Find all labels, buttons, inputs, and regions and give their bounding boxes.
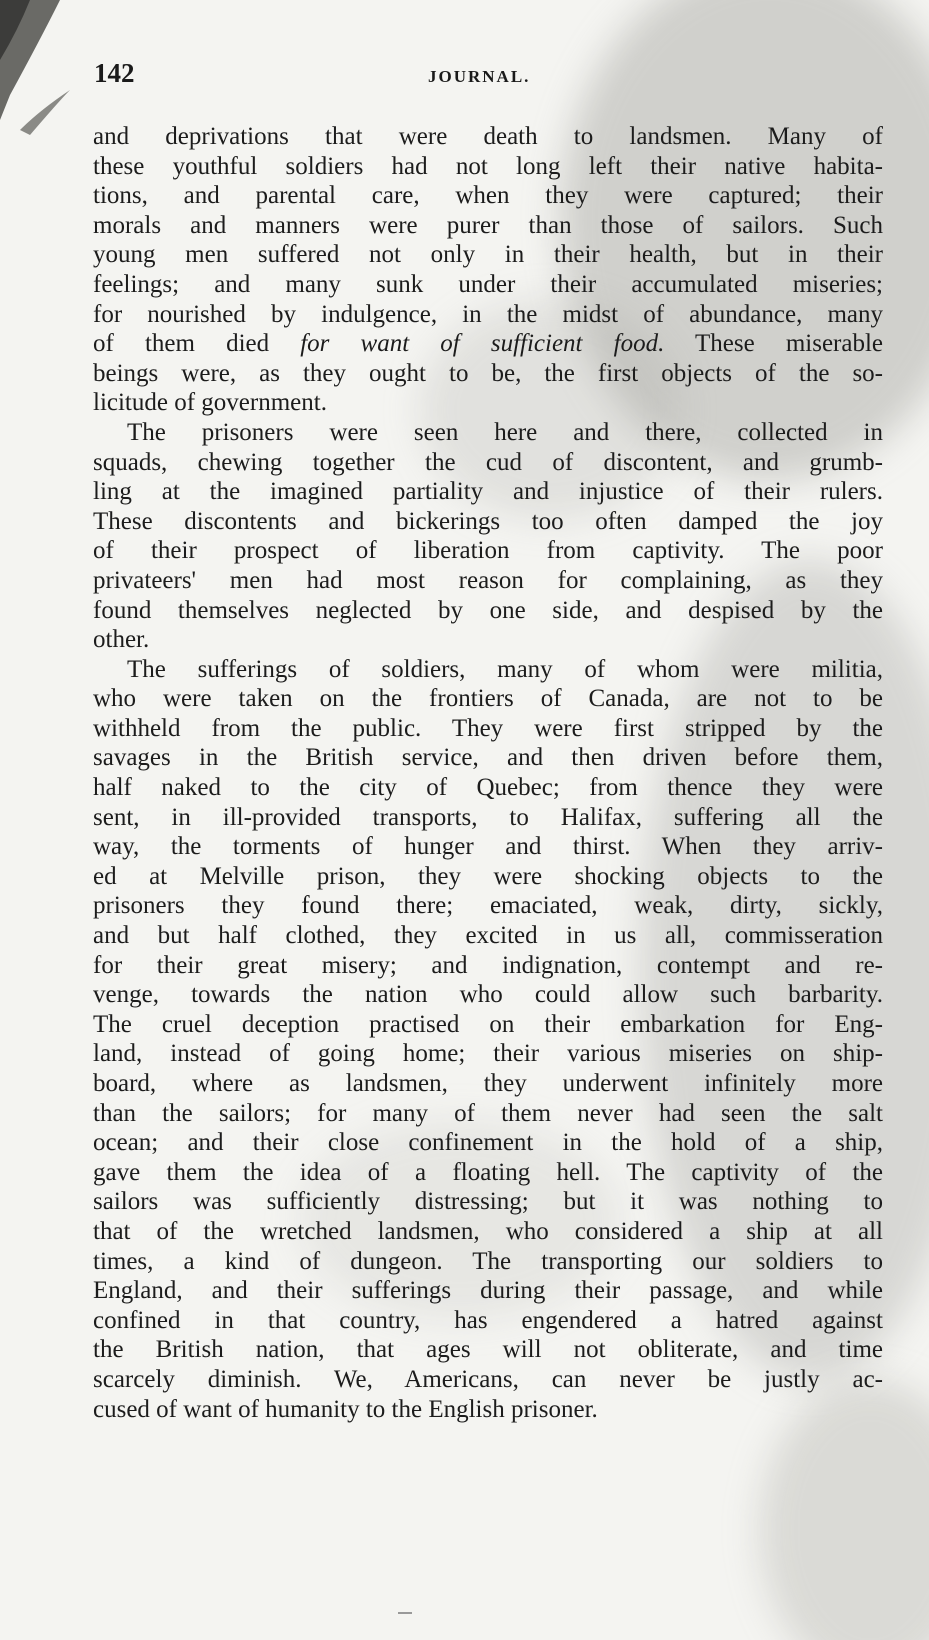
text-line: scarcely diminish. We, Americans, can never be justly ac- <box>93 1365 883 1393</box>
text-line: withheld from the public. They were first stripped by the <box>93 714 883 742</box>
text-line: licitude of government. <box>93 389 327 417</box>
text-line: for their great misery; and indignation, contempt and re- <box>93 951 883 979</box>
page-number: 142 <box>94 58 135 88</box>
text-line: cused of want of humanity to the English prisoner. <box>93 1395 598 1423</box>
text-line: who were taken on the frontiers of Canada, are not to be <box>93 685 883 713</box>
text-line: confined in that country, has engendered a hatred against <box>93 1306 883 1334</box>
text-line: privateers' men had most reason for complaining, as they <box>93 566 883 594</box>
text-line: these youthful soldiers had not long left their native habita- <box>93 152 883 180</box>
text-line: that of the wretched landsmen, who considered a ship at all <box>93 1217 883 1245</box>
text-line: The sufferings of soldiers, many of whom were militia, <box>127 655 883 683</box>
text-line: morals and manners were purer than those of sailors. Such <box>93 211 883 239</box>
text-line: sent, in ill-provided transports, to Halifax, suffering all the <box>93 803 883 831</box>
text-line: found themselves neglected by one side, and despised by the <box>93 596 883 624</box>
text-line: gave them the idea of a floating hell. The captivity of the <box>93 1158 883 1186</box>
text-line: feelings; and many sunk under their accumulated miseries; <box>93 270 883 298</box>
text-line: of their prospect of liberation from captivity. The poor <box>93 537 883 565</box>
paragraph <box>93 418 883 655</box>
text-line: for nourished by indulgence, in the midst of abundance, many <box>93 300 883 328</box>
text-segment: These miserable <box>664 330 883 358</box>
text-line: England, and their sufferings during their passage, and while <box>93 1277 883 1305</box>
text-line: board, where as landsmen, they underwent infinitely more <box>93 1070 883 1097</box>
running-title: JOURNAL. <box>428 67 531 86</box>
text-line: prisoners they found there; emaciated, weak, dirty, sickly, <box>93 892 883 920</box>
text-line: beings were, as they ought to be, the first objects of the so- <box>93 359 883 387</box>
text-line: times, a kind of dungeon. The transporting our soldiers to <box>93 1247 883 1275</box>
text-line: half naked to the city of Quebec; from thence they were <box>93 774 883 802</box>
text-line: venge, towards the nation who could allow such barbarity. <box>93 981 883 1009</box>
text-segment: of them died <box>93 330 301 358</box>
running-head <box>0 58 929 98</box>
text-line: ling at the imagined partiality and injustice of their rulers. <box>93 478 883 506</box>
text-line: other. <box>93 626 150 654</box>
text-line: sailors was sufficiently distressing; but it was nothing to <box>93 1188 883 1216</box>
text-line: the British nation, that ages will not obliterate, and time <box>93 1336 883 1364</box>
text-line: savages in the British service, and then driven before them, <box>93 744 883 772</box>
page-mark <box>398 1612 412 1614</box>
text-line: and but half clothed, they excited in us all, commisseration <box>93 922 883 950</box>
text-line: The cruel deception practised on their embarkation for Eng- <box>93 1010 883 1038</box>
text-line: and deprivations that were death to landsmen. Many of <box>93 123 883 150</box>
text-line: land, instead of going home; their various miseries on ship- <box>93 1040 883 1068</box>
text-line: ocean; and their close confinement in the hold of a ship, <box>93 1129 883 1157</box>
text-line: squads, chewing together the cud of discontent, and grumb- <box>93 448 883 476</box>
text-line: than the sailors; for many of them never had seen the salt <box>93 1099 883 1127</box>
text-line: ed at Melville prison, they were shocking objects to the <box>93 862 883 890</box>
paragraph <box>93 655 883 1424</box>
text-line: tions, and parental care, when they were captured; their <box>93 182 883 210</box>
text-line-with-italic <box>93 329 883 359</box>
text-line: way, the torments of hunger and thirst. When they arriv- <box>93 833 883 861</box>
text-line: young men suffered not only in their health, but in their <box>93 241 883 269</box>
body-text <box>93 122 883 1424</box>
text-line: These discontents and bickerings too often damped the joy <box>93 507 883 535</box>
text-line: The prisoners were seen here and there, collected in <box>127 418 883 446</box>
paragraph <box>93 122 883 418</box>
italic-phrase: for want of sufficient food. <box>300 330 665 358</box>
